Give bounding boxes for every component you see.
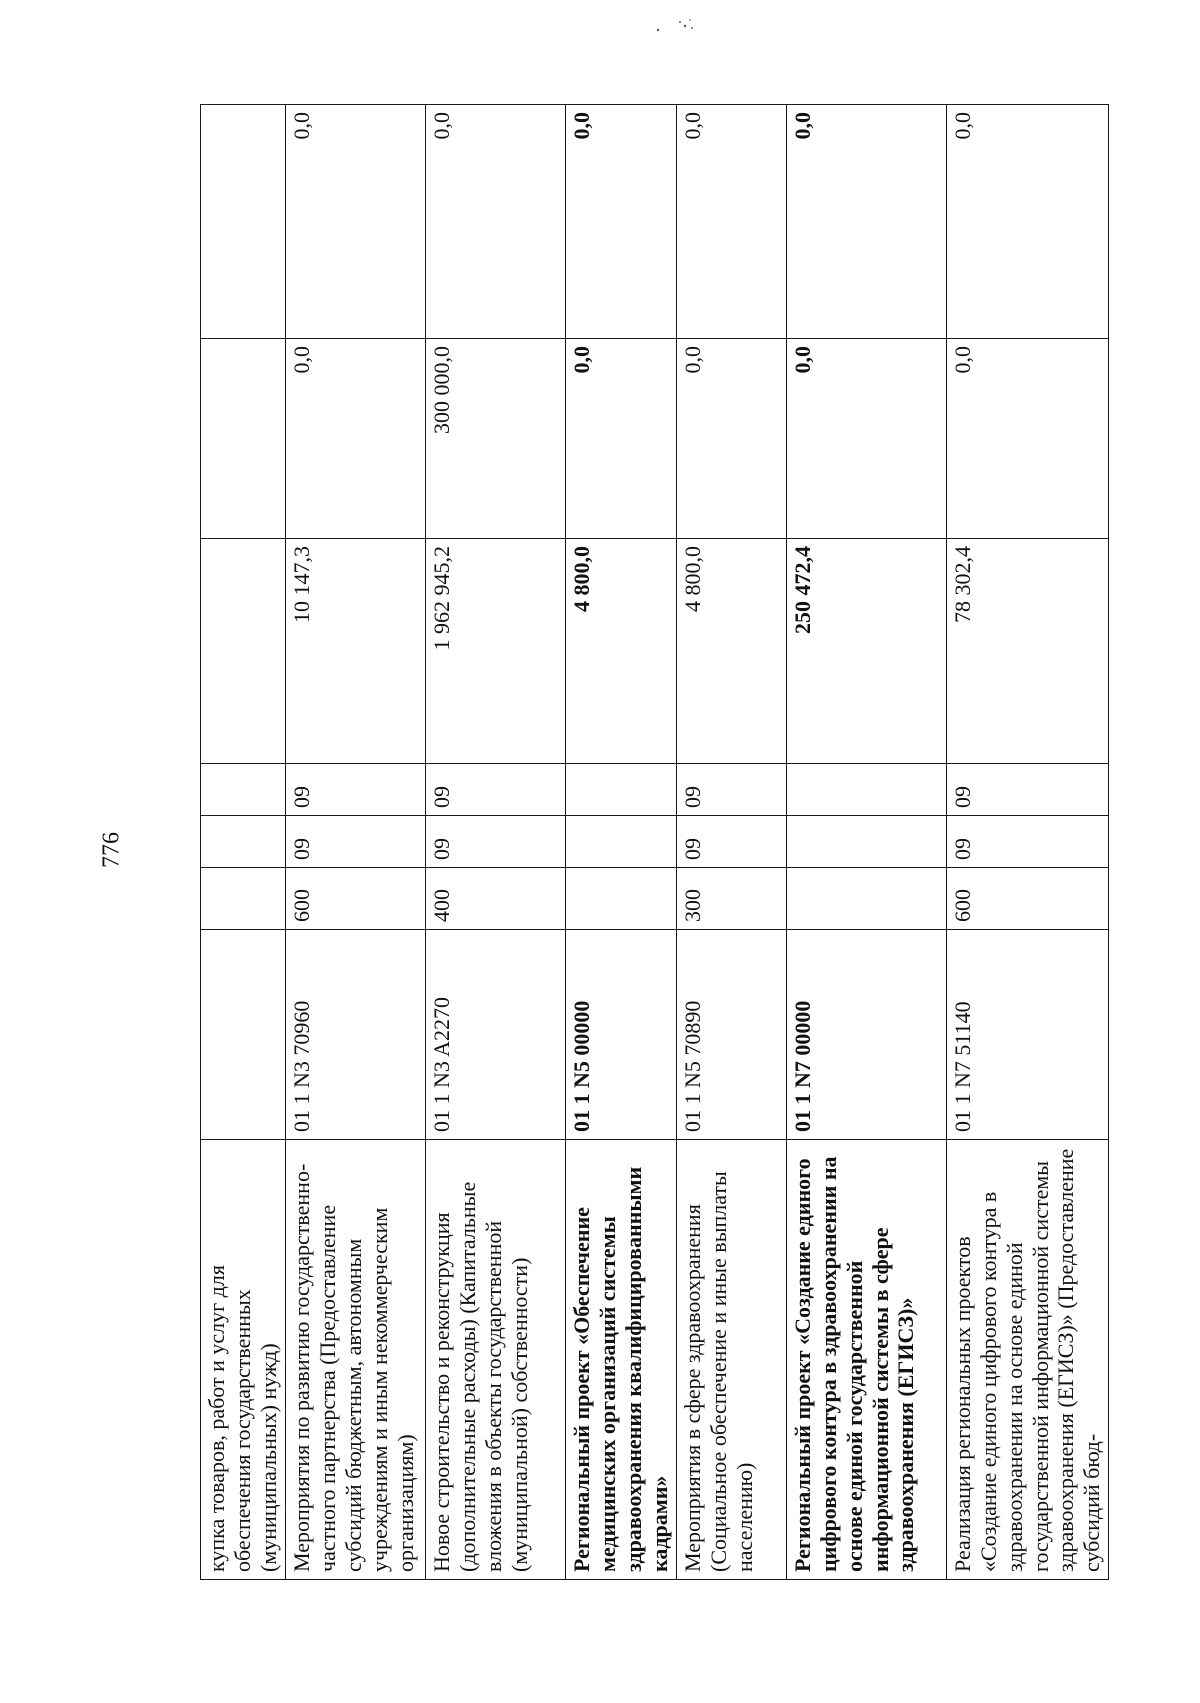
cell-target-code: 01 1 N5 00000 (565, 930, 676, 1140)
cell-section: 09 (425, 816, 565, 868)
page-number: 776 (98, 832, 125, 868)
cell-expense-type: 600 (285, 868, 425, 930)
table-row (425, 105, 565, 1580)
cell-target-code: 01 1 N3 70960 (285, 930, 425, 1140)
cell-amount-year2: 0,0 (676, 339, 786, 539)
cell-description: Реализация региональных проектов «Создание единого цифрового контура в здравоохранении на основе единой государственной информационной системы здравоохранения (ЕГИСЗ)» (Предоставление субсидий бюд- (946, 1140, 1109, 1580)
cell-amount-year2: 0,0 (946, 339, 1109, 539)
cell-amount-year3: 0,0 (786, 105, 946, 339)
cell-amount-year2: 0,0 (565, 339, 676, 539)
cell-subsection (201, 764, 286, 816)
cell-subsection: 09 (946, 764, 1109, 816)
table-row (201, 105, 286, 1580)
cell-section: 09 (285, 816, 425, 868)
cell-amount-year1: 10 147,3 (285, 539, 425, 764)
cell-amount-year1: 78 302,4 (946, 539, 1109, 764)
table-row (946, 105, 1109, 1580)
cell-amount-year3: 0,0 (285, 105, 425, 339)
cell-target-code (201, 930, 286, 1140)
cell-expense-type (565, 868, 676, 930)
scan-specks (650, 8, 710, 38)
cell-expense-type: 400 (425, 868, 565, 930)
cell-description: Мероприятия по развитию государственно-частного партнерства (Предоставление субсидий бюджетным, автономным учреждениям и иным некоммерческим организациям) (285, 1140, 425, 1580)
budget-table (200, 104, 1109, 1580)
cell-amount-year2: 0,0 (285, 339, 425, 539)
cell-amount-year1: 1 962 945,2 (425, 539, 565, 764)
cell-description: Региональный проект «Обеспечение медицинских организаций системы здравоохранения квалифицированными кадрами» (565, 1140, 676, 1580)
cell-subsection (786, 764, 946, 816)
cell-section (201, 816, 286, 868)
cell-amount-year1: 4 800,0 (565, 539, 676, 764)
table-row (565, 105, 676, 1580)
cell-target-code: 01 1 N7 51140 (946, 930, 1109, 1140)
table-row (285, 105, 425, 1580)
cell-subsection: 09 (285, 764, 425, 816)
cell-section: 09 (946, 816, 1109, 868)
cell-amount-year1: 4 800,0 (676, 539, 786, 764)
cell-description: Мероприятия в сфере здравоохранения (Социальное обеспечение и иные выплаты населению) (676, 1140, 786, 1580)
cell-subsection: 09 (425, 764, 565, 816)
cell-amount-year2 (201, 339, 286, 539)
table-row (676, 105, 786, 1580)
rotated-table-container (200, 105, 1105, 1580)
cell-amount-year3: 0,0 (425, 105, 565, 339)
cell-amount-year3: 0,0 (946, 105, 1109, 339)
cell-section (565, 816, 676, 868)
cell-section (786, 816, 946, 868)
cell-target-code: 01 1 N5 70890 (676, 930, 786, 1140)
cell-amount-year3 (201, 105, 286, 339)
cell-description: Региональный проект «Создание единого цифрового контура в здравоохранении на основе единой государственной информационной системы в сфере здравоохранения (ЕГИСЗ)» (786, 1140, 946, 1580)
cell-amount-year1: 250 472,4 (786, 539, 946, 764)
cell-amount-year3: 0,0 (565, 105, 676, 339)
cell-expense-type (786, 868, 946, 930)
cell-amount-year2: 0,0 (786, 339, 946, 539)
cell-expense-type (201, 868, 286, 930)
cell-description: купка товаров, работ и услуг для обеспечения государственных (муниципальных) нужд) (201, 1140, 286, 1580)
cell-amount-year1 (201, 539, 286, 764)
table-row (786, 105, 946, 1580)
cell-target-code: 01 1 N7 00000 (786, 930, 946, 1140)
cell-section: 09 (676, 816, 786, 868)
cell-target-code: 01 1 N3 A2270 (425, 930, 565, 1140)
cell-subsection (565, 764, 676, 816)
cell-amount-year2: 300 000,0 (425, 339, 565, 539)
cell-subsection: 09 (676, 764, 786, 816)
cell-expense-type: 300 (676, 868, 786, 930)
cell-description: Новое строительство и реконструкция (дополнительные расходы) (Капитальные вложения в объекты государственной (муниципальной) собственности) (425, 1140, 565, 1580)
cell-amount-year3: 0,0 (676, 105, 786, 339)
cell-expense-type: 600 (946, 868, 1109, 930)
